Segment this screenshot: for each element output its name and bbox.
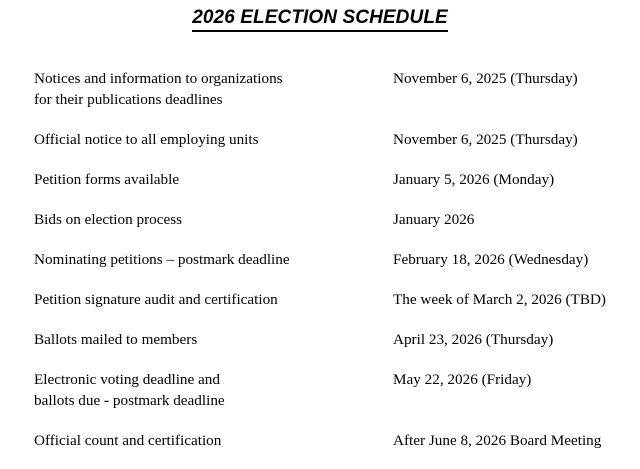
schedule-task-line-1: Notices and information to organizations — [34, 70, 283, 87]
schedule-row — [34, 209, 620, 230]
schedule-row — [34, 329, 620, 350]
page-title — [0, 7, 640, 32]
schedule-task-line-2: for their publications deadlines — [34, 91, 223, 108]
schedule-task-line-1: Petition signature audit and certification — [34, 291, 278, 308]
schedule-task — [34, 249, 393, 270]
schedule-date: February 18, 2026 (Wednesday) — [393, 251, 589, 268]
schedule-row — [34, 369, 620, 411]
page-title-text: 2026 ELECTION SCHEDULE — [192, 8, 448, 32]
schedule-task — [34, 289, 393, 310]
schedule-task — [34, 329, 393, 350]
schedule-task — [34, 209, 393, 230]
schedule-task — [34, 430, 393, 451]
schedule-task — [34, 369, 393, 411]
schedule-row — [34, 129, 620, 150]
schedule-row — [34, 68, 620, 110]
schedule-date: January 5, 2026 (Monday) — [393, 171, 555, 188]
schedule-date: January 2026 — [393, 211, 475, 228]
schedule-task-line-1: Petition forms available — [34, 171, 180, 188]
hyphen-glyph: - — [104, 392, 110, 409]
schedule-task-line-2-prefix: ballots due — [34, 392, 105, 409]
schedule-task-line-2-suffix: postmark deadline — [109, 392, 225, 409]
schedule-task-line-1: Nominating petitions – postmark deadline — [34, 251, 290, 268]
schedule-list — [34, 68, 620, 451]
schedule-task-line-1: Official count and certification — [34, 432, 222, 449]
schedule-task — [34, 129, 393, 150]
schedule-date: The week of March 2, 2026 (TBD) — [393, 291, 606, 308]
schedule-date: November 6, 2025 (Thursday) — [393, 70, 578, 87]
schedule-task-line-1: Official notice to all employing units — [34, 131, 259, 148]
schedule-row — [34, 430, 620, 451]
schedule-row — [34, 249, 620, 270]
schedule-task — [34, 169, 393, 190]
schedule-task-line-1: Bids on election process — [34, 211, 183, 228]
schedule-date: April 23, 2026 (Thursday) — [393, 331, 554, 348]
schedule-task-line-1: Ballots mailed to members — [34, 331, 198, 348]
schedule-date: May 22, 2026 (Friday) — [393, 371, 532, 388]
schedule-task — [34, 68, 393, 110]
schedule-row — [34, 289, 620, 310]
schedule-date: November 6, 2025 (Thursday) — [393, 131, 578, 148]
schedule-task-line-2 — [34, 390, 393, 411]
schedule-row — [34, 169, 620, 190]
schedule-task-line-1: Electronic voting deadline and — [34, 371, 220, 388]
schedule-date: After June 8, 2026 Board Meeting — [393, 432, 602, 449]
